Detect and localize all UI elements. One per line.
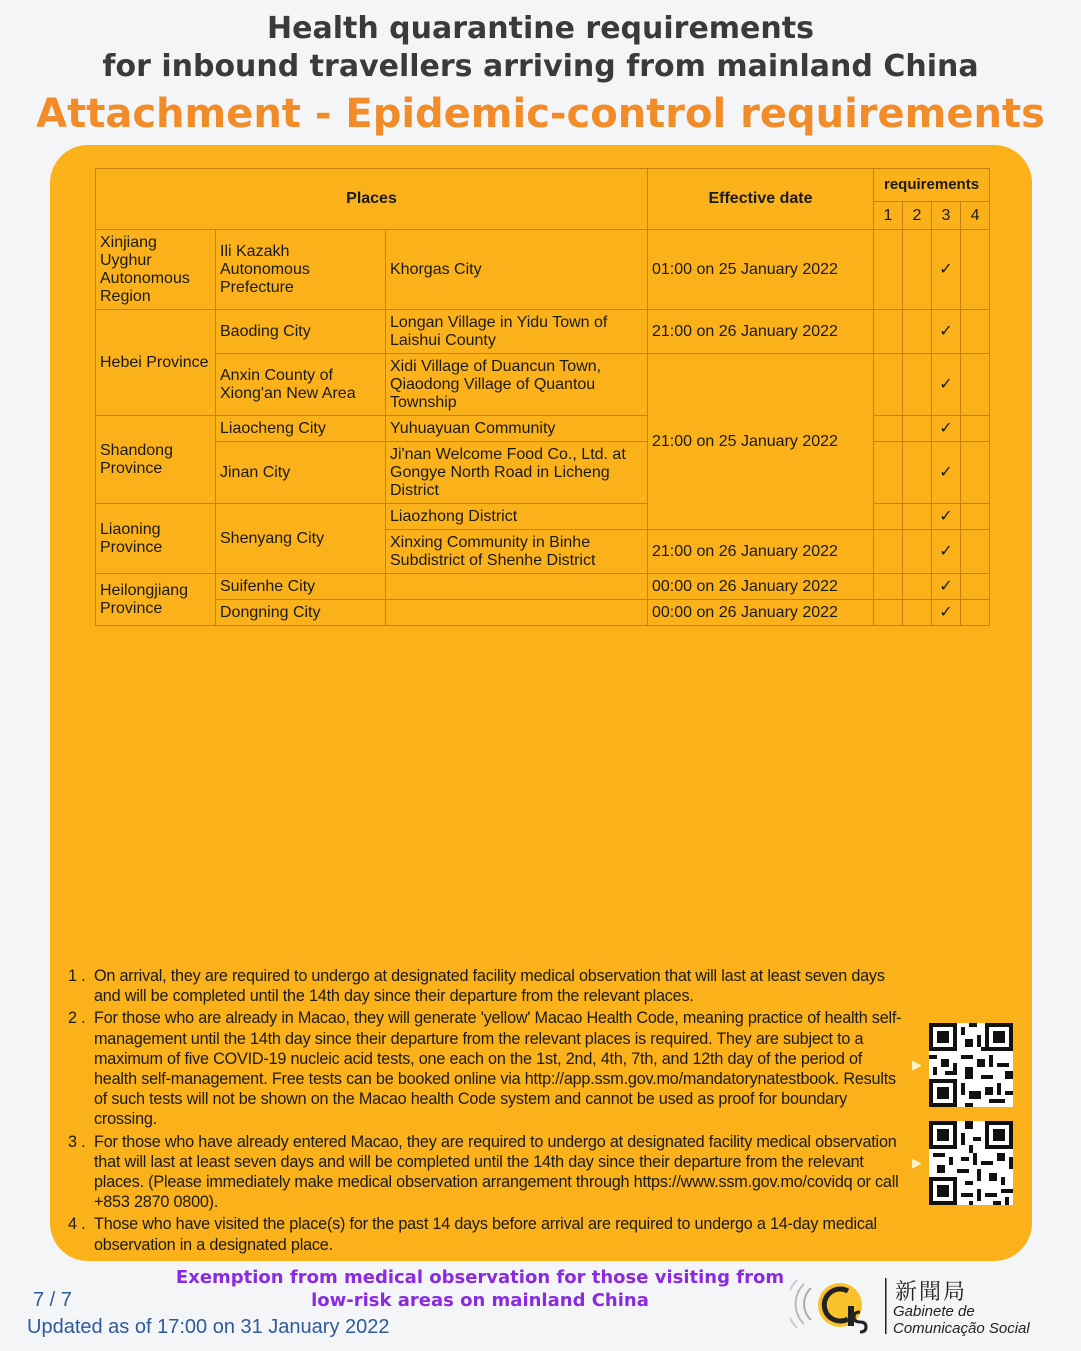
note-number: 1 . — [68, 967, 86, 985]
play-arrow-icon: ▶ — [912, 1156, 922, 1171]
title-line-2: for inbound travellers arriving from mainland China — [102, 49, 979, 84]
date-cell: 01:00 on 25 January 2022 — [648, 230, 874, 310]
place-cell: Longan Village in Yidu Town of Laishui County — [386, 310, 648, 354]
check-mark: ✓ — [932, 600, 961, 626]
city-cell: Jinan City — [216, 442, 386, 504]
title-line-1: Health quarantine requirements — [267, 11, 814, 46]
city-cell: Suifenhe City — [216, 574, 386, 600]
header-effective-date: Effective date — [648, 169, 874, 230]
page-number: 7 / 7 — [33, 1289, 72, 1311]
note-number: 3 . — [68, 1132, 86, 1151]
req-num-2: 2 — [903, 202, 932, 230]
date-cell: 21:00 on 26 January 2022 — [648, 530, 874, 574]
updated-timestamp: Updated as of 17:00 on 31 January 2022 — [27, 1316, 390, 1338]
table-row — [96, 310, 990, 354]
place-cell: Xinxing Community in Binhe Subdistrict of Shenhe District — [386, 530, 648, 574]
place-cell: Xidi Village of Duancun Town, Qiaodong Village of Quantou Township — [386, 354, 648, 416]
logo-portuguese-text: Gabinete de Comunicação Social — [893, 1303, 1030, 1337]
exemption-link[interactable]: Exemption from medical observation for those visiting from low-risk areas on mainland China — [175, 1267, 785, 1311]
check-mark: ✓ — [932, 574, 961, 600]
place-cell: Yuhuayuan Community — [386, 416, 648, 442]
header-requirements: requirements — [874, 169, 990, 202]
note-text: On arrival, they are required to undergo at designated facility medical observation that will last at least seven days and will be completed until the 14th day since their departure from the relevant places. — [94, 967, 885, 1006]
check-mark: ✓ — [932, 230, 961, 310]
place-cell — [386, 600, 648, 626]
note-item — [68, 1132, 908, 1213]
req-num-1: 1 — [874, 202, 903, 230]
city-cell: Liaocheng City — [216, 416, 386, 442]
region-cell: Heilongjiang Province — [96, 574, 216, 626]
table-row — [96, 230, 990, 310]
region-cell: Shandong Province — [96, 416, 216, 504]
date-cell: 00:00 on 26 January 2022 — [648, 574, 874, 600]
city-cell: Anxin County of Xiong'an New Area — [216, 354, 386, 416]
note-text: For those who have already entered Macao, they are required to undergo at designated facility medical observation that will last at least seven days and will be completed until the 14th day since their departure from the relevant places. (Please immediately make medical observation arrangement through https://www.ssm.gov.mo/covidq or call +853 2870 0800). — [94, 1132, 899, 1212]
date-cell: 00:00 on 26 January 2022 — [648, 600, 874, 626]
check-mark: ✓ — [932, 310, 961, 354]
play-arrow-icon: ▶ — [912, 1058, 922, 1073]
note-item — [68, 966, 908, 1006]
date-cell: 21:00 on 25 January 2022 — [648, 354, 874, 530]
check-mark: ✓ — [932, 442, 961, 504]
logo-chinese-text: 新聞局 — [895, 1280, 968, 1305]
date-cell: 21:00 on 26 January 2022 — [648, 310, 874, 354]
note-item — [68, 1008, 908, 1129]
header-places: Places — [96, 169, 648, 230]
region-cell: Liaoning Province — [96, 504, 216, 574]
table-row — [96, 600, 990, 626]
place-cell: Liaozhong District — [386, 504, 648, 530]
city-cell: Baoding City — [216, 310, 386, 354]
table-row — [96, 354, 990, 416]
page-title — [0, 10, 1081, 86]
requirements-notes — [68, 966, 908, 1255]
req-num-3: 3 — [932, 202, 961, 230]
note-number: 4 . — [68, 1215, 86, 1234]
note-text: For those who are already in Macao, they will generate 'yellow' Macao Health Code, meaning practice of health self-management until the 14th day since their departure from the relevant places is required. They are subject to a maximum of five COVID-19 nucleic acid tests, one each on the 1st, 2nd, 4th, 7th, and 12th day of the period of health self-management. Free tests can be booked online via http://app.ssm.gov.mo/mandatorynatestbook. Results of such tests will not be shown on the Macao health Code system and cannot be used as proof for boundary crossing. — [94, 1009, 902, 1129]
note-text: Those who have visited the place(s) for the past 14 days before arrival are required to undergo a 14-day medical observation in a designated place. — [94, 1215, 877, 1254]
req-num-4: 4 — [961, 202, 990, 230]
check-mark: ✓ — [932, 416, 961, 442]
note-number: 2 . — [68, 1009, 86, 1028]
page-subtitle: Attachment - Epidemic-control requirements — [36, 91, 1045, 137]
places-table — [95, 168, 990, 626]
check-mark: ✓ — [932, 354, 961, 416]
qr-code-covidq[interactable] — [929, 1121, 1013, 1205]
place-cell: Ji'nan Welcome Food Co., Ltd. at Gongye North Road in Licheng District — [386, 442, 648, 504]
city-cell: Shenyang City — [216, 504, 386, 574]
qr-code-healthcode[interactable] — [929, 1023, 1013, 1107]
check-mark: ✓ — [932, 504, 961, 530]
city-cell: Ili Kazakh Autonomous Prefecture — [216, 230, 386, 310]
region-cell: Xinjiang Uyghur Autonomous Region — [96, 230, 216, 310]
place-cell — [386, 574, 648, 600]
table-row — [96, 574, 990, 600]
check-mark: ✓ — [932, 530, 961, 574]
note-item — [68, 1214, 908, 1254]
city-cell: Dongning City — [216, 600, 386, 626]
region-cell: Hebei Province — [96, 310, 216, 416]
place-cell: Khorgas City — [386, 230, 648, 310]
